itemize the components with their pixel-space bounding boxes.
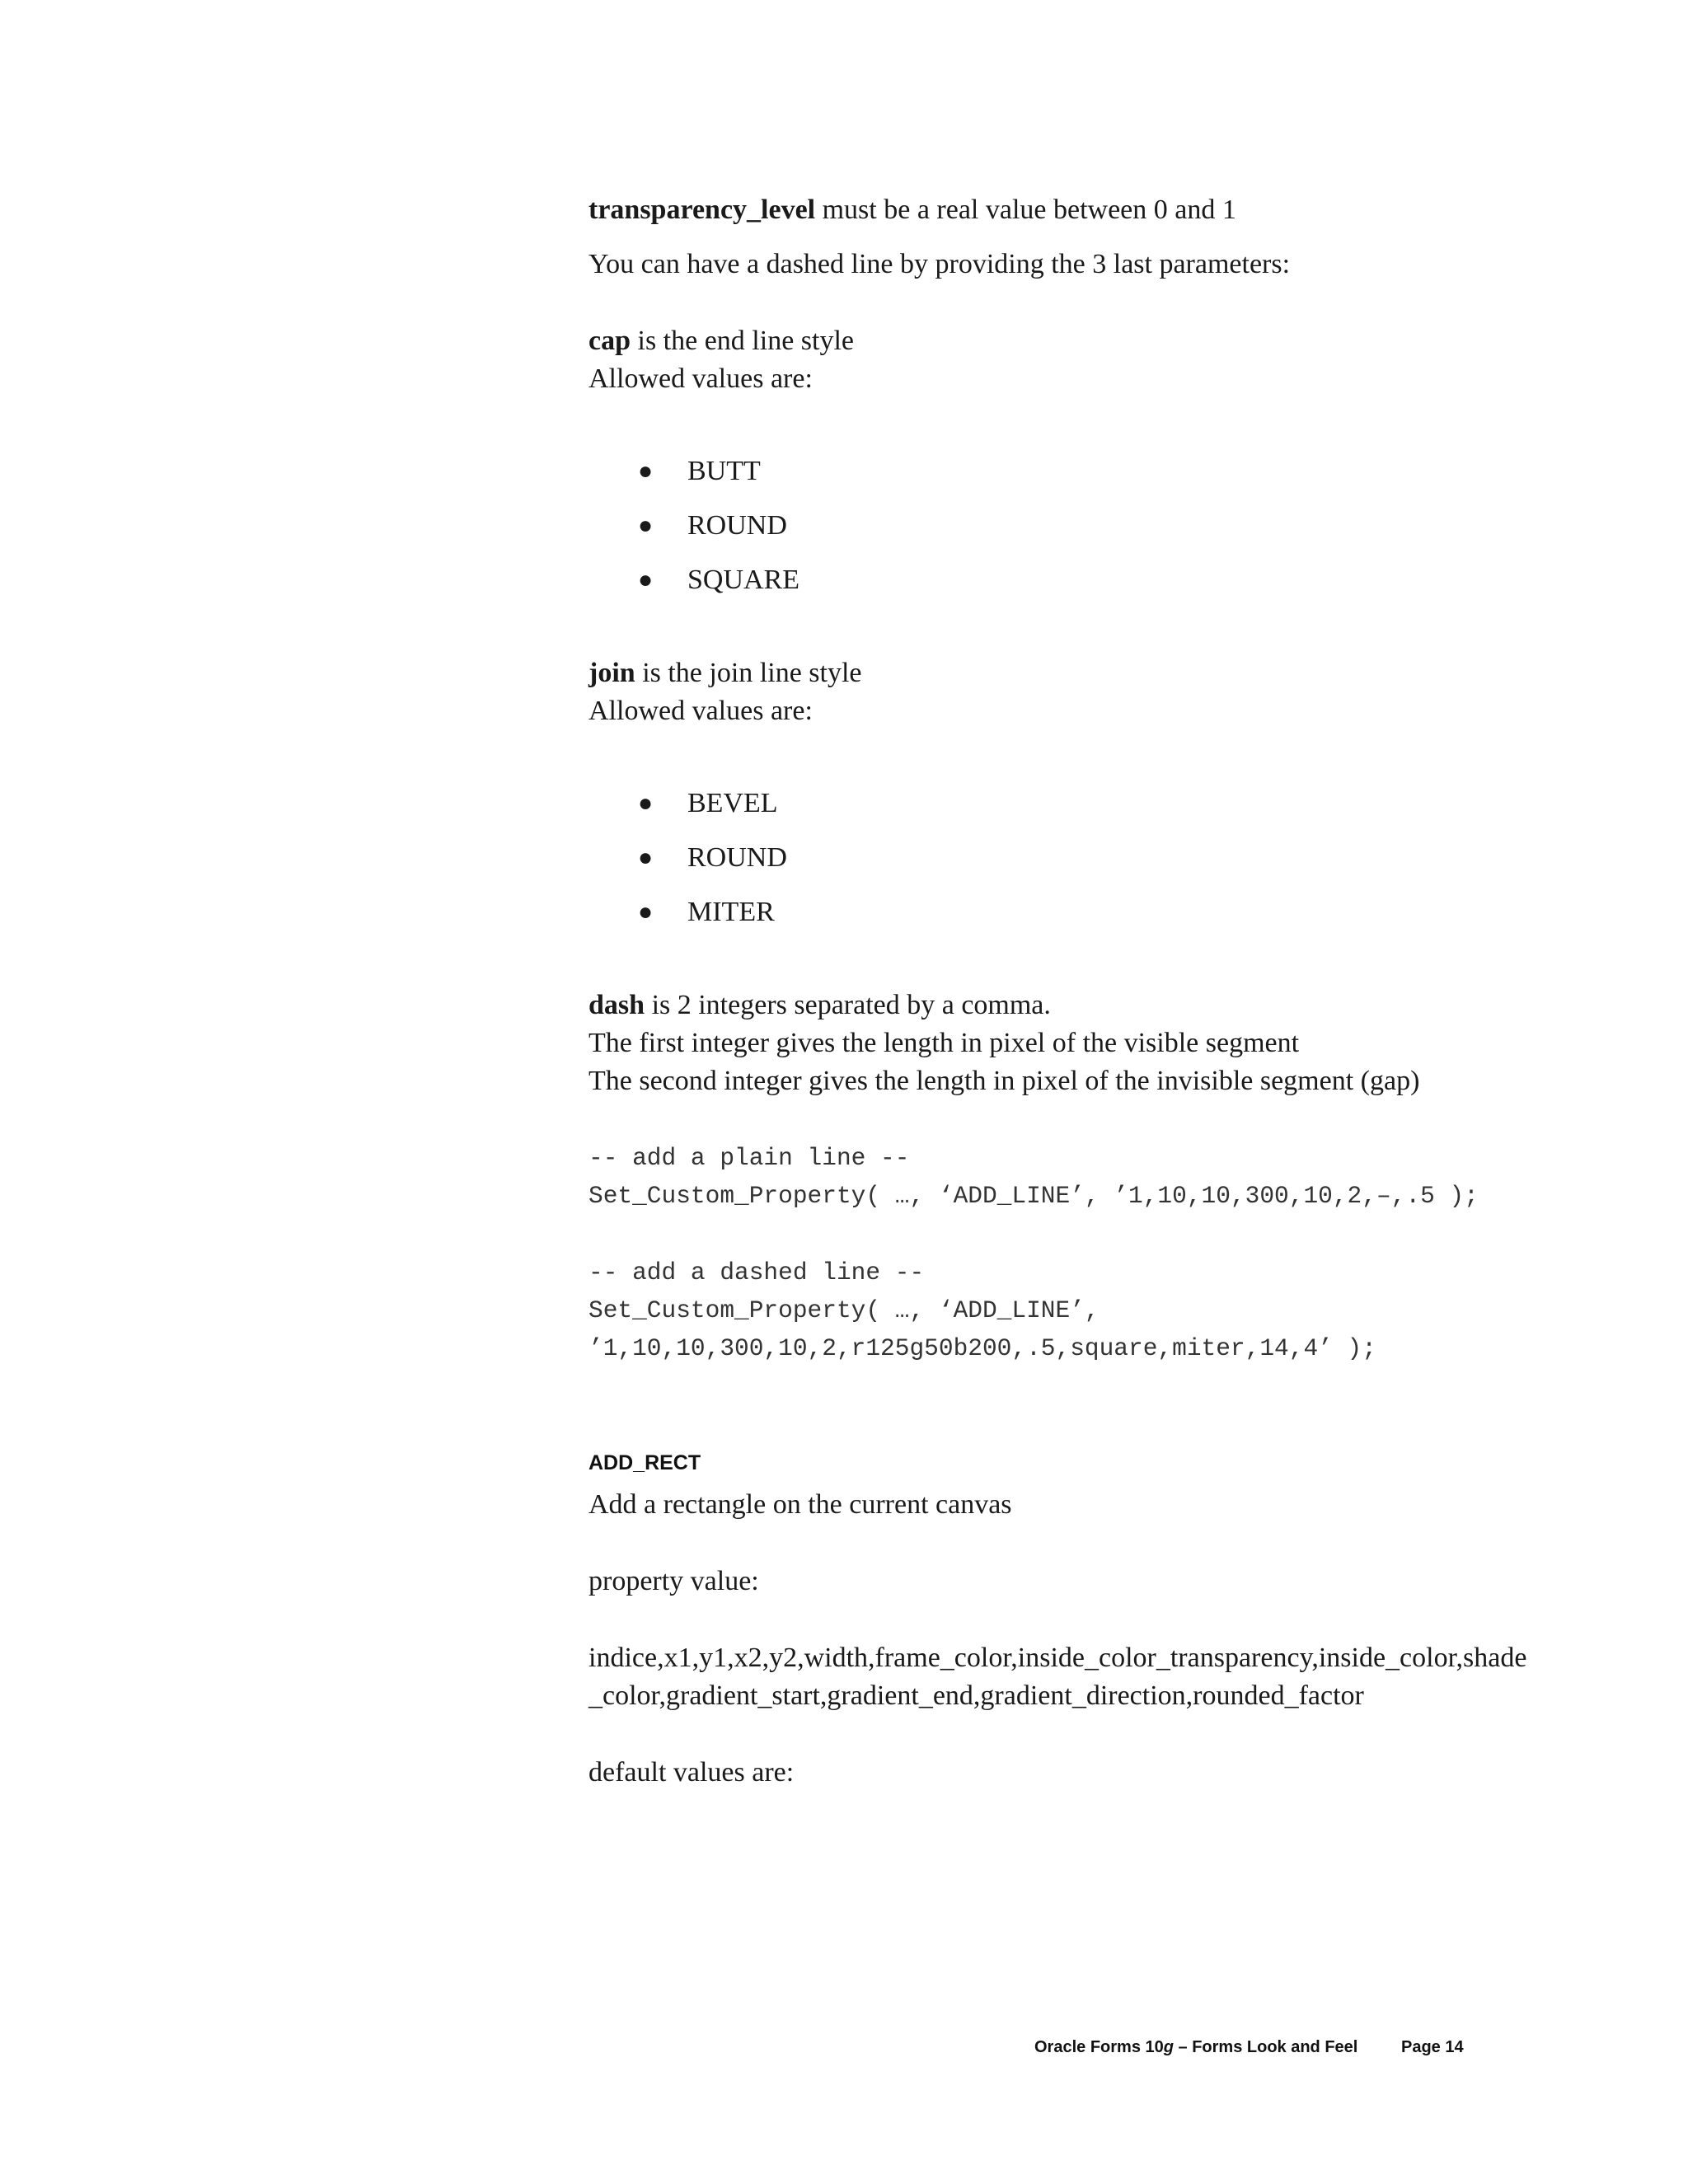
term-dash: dash (588, 990, 645, 1020)
transparency-level-text (588, 191, 1236, 229)
join-desc: is the join line style (635, 658, 862, 688)
dash-desc: is 2 integers separated by a comma. (645, 990, 1051, 1020)
bullet-dot: ● (638, 566, 654, 593)
page-number: Page 14 (1401, 2038, 1464, 2056)
cap-desc: is the end line style (631, 326, 855, 356)
join-allowed-label: Allowed values are: (588, 696, 813, 726)
footer-title-suffix: – Forms Look and Feel (1173, 2038, 1358, 2056)
bullet-dot: ● (638, 790, 654, 817)
cap-value-butt: BUTT (687, 456, 761, 486)
default-values-label: default values are: (588, 1757, 795, 1788)
cap-value-round: ROUND (687, 510, 787, 541)
join-value-bevel: BEVEL (687, 788, 778, 818)
add-rect-params-1: indice,x1,y1,x2,y2,width,frame_color,inside_color_transparency,inside_color,shade (588, 1643, 1527, 1673)
footer-title-italic: g (1163, 2038, 1174, 2056)
add-rect-heading: ADD_RECT (588, 1451, 701, 1474)
join-value-round: ROUND (687, 842, 787, 873)
dash-line-2: The second integer gives the length in pixel of the invisible segment (gap) (588, 1066, 1420, 1096)
code-plain-call: Set_Custom_Property( …, ‘ADD_LINE’, ’1,10,10,300,10,2,–,.5 ); (588, 1182, 1479, 1210)
term-join: join (588, 658, 635, 688)
property-value-label: property value: (588, 1566, 759, 1596)
cap-allowed-label: Allowed values are: (588, 363, 813, 394)
code-dashed-comment: -- add a dashed line -- (588, 1258, 925, 1286)
code-plain-comment: -- add a plain line -- (588, 1144, 910, 1172)
bullet-dot: ● (638, 457, 654, 485)
footer-title (1034, 2036, 1357, 2059)
add-rect-description: Add a rectangle on the current canvas (588, 1489, 1012, 1520)
footer-title-prefix: Oracle Forms 10 (1034, 2038, 1164, 2056)
cap-value-square: SQUARE (687, 565, 800, 595)
transparency-desc: must be a real value between 0 and 1 (815, 194, 1236, 225)
add-rect-params-2: _color,gradient_start,gradient_end,gradient_direction,rounded_factor (588, 1680, 1364, 1711)
term-cap: cap (588, 326, 631, 356)
cap-text (588, 322, 854, 360)
dashed-intro: You can have a dashed line by providing the 3 last parameters: (588, 249, 1291, 279)
join-text (588, 654, 862, 692)
dash-text (588, 987, 1051, 1024)
code-dashed-call-2: ’1,10,10,300,10,2,r125g50b200,.5,square,miter,14,4’ ); (588, 1334, 1376, 1362)
bullet-dot: ● (638, 512, 654, 539)
join-value-miter: MITER (687, 897, 775, 927)
bullet-dot: ● (638, 898, 654, 926)
term-transparency-level: transparency_level (588, 194, 816, 225)
code-dashed-call-1: Set_Custom_Property( …, ‘ADD_LINE’, (588, 1296, 1100, 1324)
bullet-dot: ● (638, 844, 654, 871)
dash-line-1: The first integer gives the length in pixel of the visible segment (588, 1028, 1300, 1058)
